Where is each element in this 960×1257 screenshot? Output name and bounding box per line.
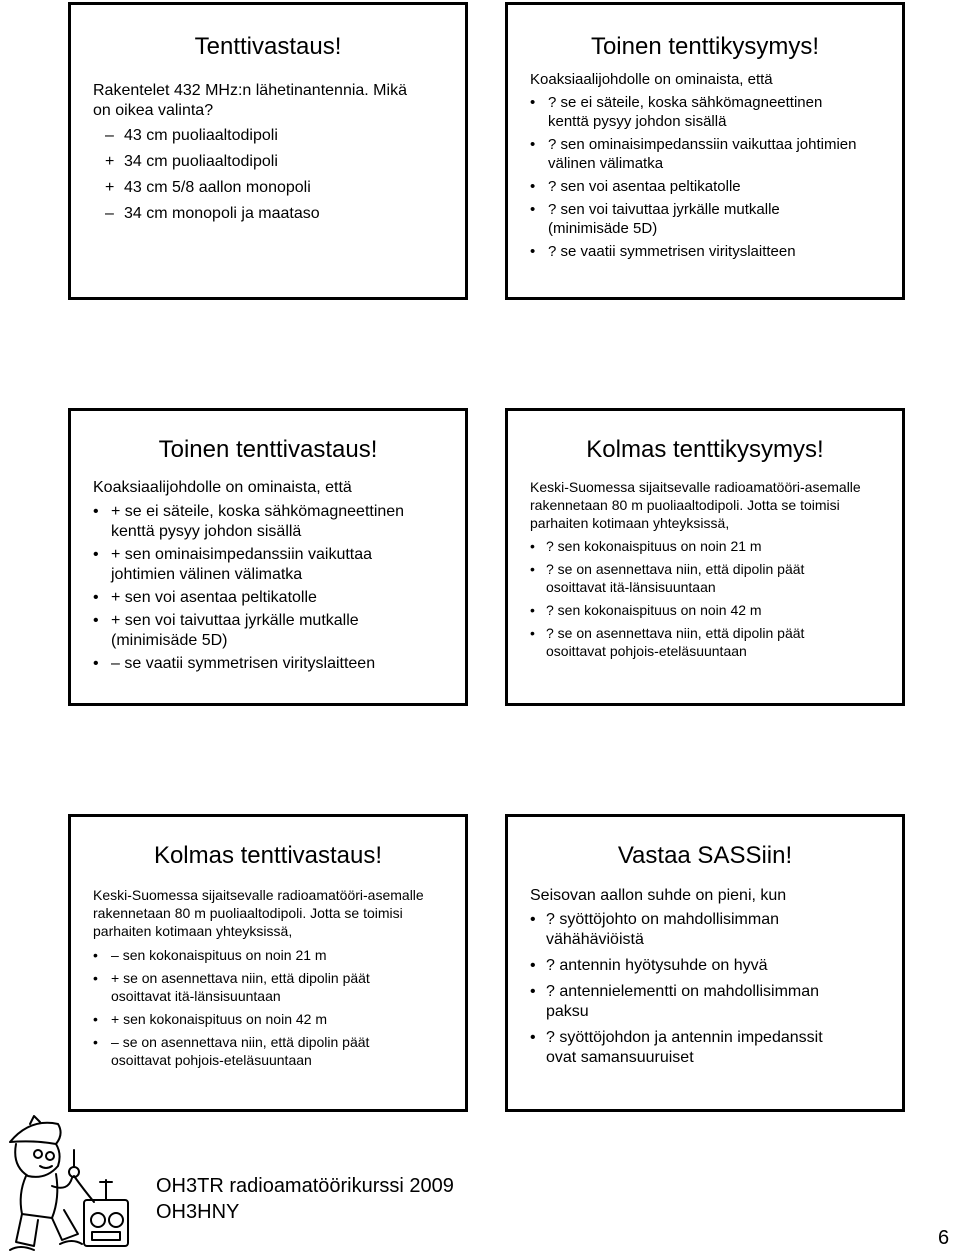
slide-6	[505, 814, 905, 1112]
list-item: • + se ei säteile, koska sähkömagneettinen kenttä pysyy johdon sisällä	[93, 503, 405, 540]
list-item: • ? se on asennettava niin, että dipolin päät osoittavat itä-länsisuuntaan	[530, 561, 805, 595]
list-item: • ? syöttöjohdon ja antennin impedanssit ovat samansuuruiset	[530, 1029, 823, 1066]
footer-author: OH3HNY	[156, 1201, 240, 1223]
list-item: • – se vaatii symmetrisen virityslaitteen	[93, 655, 376, 672]
slide-title: Kolmas tenttivastaus!	[153, 842, 383, 869]
list-item: • ? antennin hyötysuhde on hyvä	[530, 957, 768, 974]
list-item: + 43 cm 5/8 aallon monopoli	[105, 179, 311, 196]
slide-5	[68, 814, 468, 1112]
radio-operator-clipart	[0, 1110, 140, 1257]
list-item: • ? sen voi asentaa peltikatolle	[530, 178, 741, 195]
list-item: • ? sen kokonaispituus on noin 42 m	[530, 602, 762, 618]
list-item: • ? sen ominaisimpedanssiin vaikuttaa johtimien välinen välimatka	[530, 136, 857, 172]
slide-intro: Rakentelet 432 MHz:n lähetinantennia. Mikä on oikea valinta?	[93, 82, 407, 119]
page-number: 6	[938, 1227, 950, 1249]
slide-2	[505, 2, 905, 300]
list-item: • – sen kokonaispituus on noin 21 m	[93, 947, 327, 963]
list-item: • ? se on asennettava niin, että dipolin päät osoittavat pohjois-eteläsuuntaan	[530, 625, 805, 659]
list-item: + 34 cm puoliaaltodipoli	[105, 153, 278, 170]
list-item: • ? antennielementti on mahdollisimman paksu	[530, 983, 820, 1020]
list-item: • ? syöttöjohto on mahdollisimman vähähäviöistä	[530, 911, 780, 948]
list-item: • + sen kokonaispituus on noin 42 m	[93, 1011, 327, 1027]
slide-intro: Keski-Suomessa sijaitsevalle radioamatööri-asemalle rakennetaan 80 m puoliaaltodipoli. Jotta se toimisi parhaiten kotimaan yhteyksissä,	[530, 479, 861, 531]
slide-1	[68, 2, 468, 300]
list-item: – 43 cm puoliaaltodipoli	[105, 127, 278, 144]
list-item: • ? sen voi taivuttaa jyrkälle mutkalle (minimisäde 5D)	[530, 201, 780, 237]
slide-title: Vastaa SASSiin!	[617, 842, 793, 869]
footer	[156, 1173, 454, 1225]
slide-title: Kolmas tenttikysymys!	[586, 436, 824, 463]
list-item: • ? se ei säteile, koska sähkömagneettinen kenttä pysyy johdon sisällä	[530, 94, 823, 130]
slide-intro: Keski-Suomessa sijaitsevalle radioamatööri-asemalle rakennetaan 80 m puoliaaltodipoli. Jotta se toimisi parhaiten kotimaan yhteyksissä,	[93, 887, 424, 939]
slide-4	[505, 408, 905, 706]
footer-course: OH3TR radioamatöörikurssi 2009	[156, 1175, 454, 1197]
slide-intro: Koaksiaalijohdolle on ominaista, että	[93, 479, 352, 496]
list-item: – 34 cm monopoli ja maataso	[105, 205, 320, 222]
list-item: • + se on asennettava niin, että dipolin päät osoittavat itä-länsisuuntaan	[93, 970, 370, 1004]
list-item: • + sen voi taivuttaa jyrkälle mutkalle (minimisäde 5D)	[93, 612, 359, 649]
slide-intro: Seisovan aallon suhde on pieni, kun	[530, 887, 787, 904]
list-item: • – se on asennettava niin, että dipolin päät osoittavat pohjois-eteläsuuntaan	[93, 1034, 370, 1068]
slide-title: Toinen tenttikysymys!	[590, 33, 820, 60]
slide-intro: Koaksiaalijohdolle on ominaista, että	[530, 71, 773, 88]
slide-title: Tenttivastaus!	[194, 33, 342, 60]
list-item: • + sen ominaisimpedanssiin vaikuttaa johtimien välinen välimatka	[93, 546, 373, 583]
slide-3	[68, 408, 468, 706]
slide-title: Toinen tenttivastaus!	[158, 436, 378, 463]
list-item: • + sen voi asentaa peltikatolle	[93, 589, 317, 606]
list-item: • ? sen kokonaispituus on noin 21 m	[530, 538, 762, 554]
list-item: • ? se vaatii symmetrisen virityslaitteen	[530, 243, 796, 260]
